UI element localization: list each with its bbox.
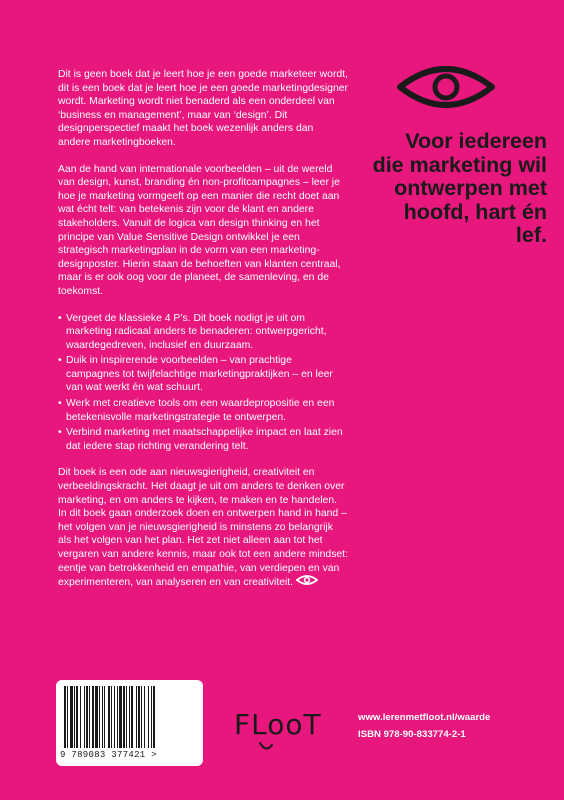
back-cover-text — [58, 68, 348, 603]
list-item: • Duik in inspirerende voorbeelden – van prachtige campagnes tot twijfelachtige marketingpraktijken – en leer van wat werkt én wat schuurt. — [66, 354, 348, 395]
barcode — [56, 680, 203, 766]
intro-paragraph: Dit is geen boek dat je leert hoe je een goede marketeer wordt, dit is een boek dat je leert hoe je een goede marketingdesigner wordt. Marketing wordt niet benaderd als een onderdeel van ‘business en management’, maar van ‘design’. Dit designperspectief maakt het boek wezenlijk anders dan andere marketingboeken. — [58, 69, 348, 148]
approach-paragraph: Aan de hand van internationale voorbeelden – uit de wereld van design, kunst, branding én non-profitcampagnes – leer je hoe je marketing vormgeeft op een manier die recht doet aan wat écht telt: van betekenis zijn voor de klant en andere stakeholders. Vanuit de logica van design thinking en het principe van Value Sensitive Design ontwikkel je een strategisch marketingplan in de vorm van een marketing-designposter. Hierin staan de behoeften van klanten centraal, maar is er ook oog voor de planeet, de samenleving, en de toekomst. — [58, 163, 341, 297]
website-url: www.lerenmetfloot.nl/waarde — [358, 712, 491, 723]
tagline: Voor iedereen die marketing wil ontwerpen met hoofd, hart én lef. — [372, 129, 547, 247]
feature-list — [58, 312, 348, 454]
closing-text: Dit boek is een ode aan nieuwsgierigheid, creativiteit en verbeeldingskracht. Het daagt je uit om anders te denken over marketing, en om anders te kijken, te maken en te handelen. In dit boek gaan onderzoek doen en ontwerpen hand in hand –het volgen van je nieuwsgierigheid is minstens zo belangrijk als het volgen van het plan. Het zet niet alleen aan tot het vergaren van andere kennis, maar ook tot een andere mindset: eentje van betrokkenheid en empathie, van verdiepen en van experimenteren, van analyseren en van creativiteit. — [58, 467, 348, 589]
publisher-logo: FLooT — [234, 708, 322, 741]
eye-icon — [396, 62, 496, 117]
imprint — [358, 709, 490, 743]
isbn: ISBN 978-90-833774-2-1 — [358, 729, 466, 740]
closing-paragraph — [58, 466, 348, 589]
list-item: • Vergeet de klassieke 4 P’s. Dit boek nodigt je uit om marketing radicaal anders te benaderen: ontwerpgericht, waardegedreven, inclusief en duurzaam. — [66, 312, 348, 353]
logo-swirl-icon — [258, 740, 274, 758]
barcode-digits: 9 789083 377421 > — [60, 750, 157, 760]
list-item: • Verbind marketing met maatschappelijke impact en laat zien dat iedere stap richting verandering telt. — [66, 426, 348, 453]
list-item: • Werk met creatieve tools om een waardepropositie en een betekenisvolle marketingstrategie te ontwerpen. — [66, 397, 348, 424]
eye-icon — [296, 575, 318, 590]
